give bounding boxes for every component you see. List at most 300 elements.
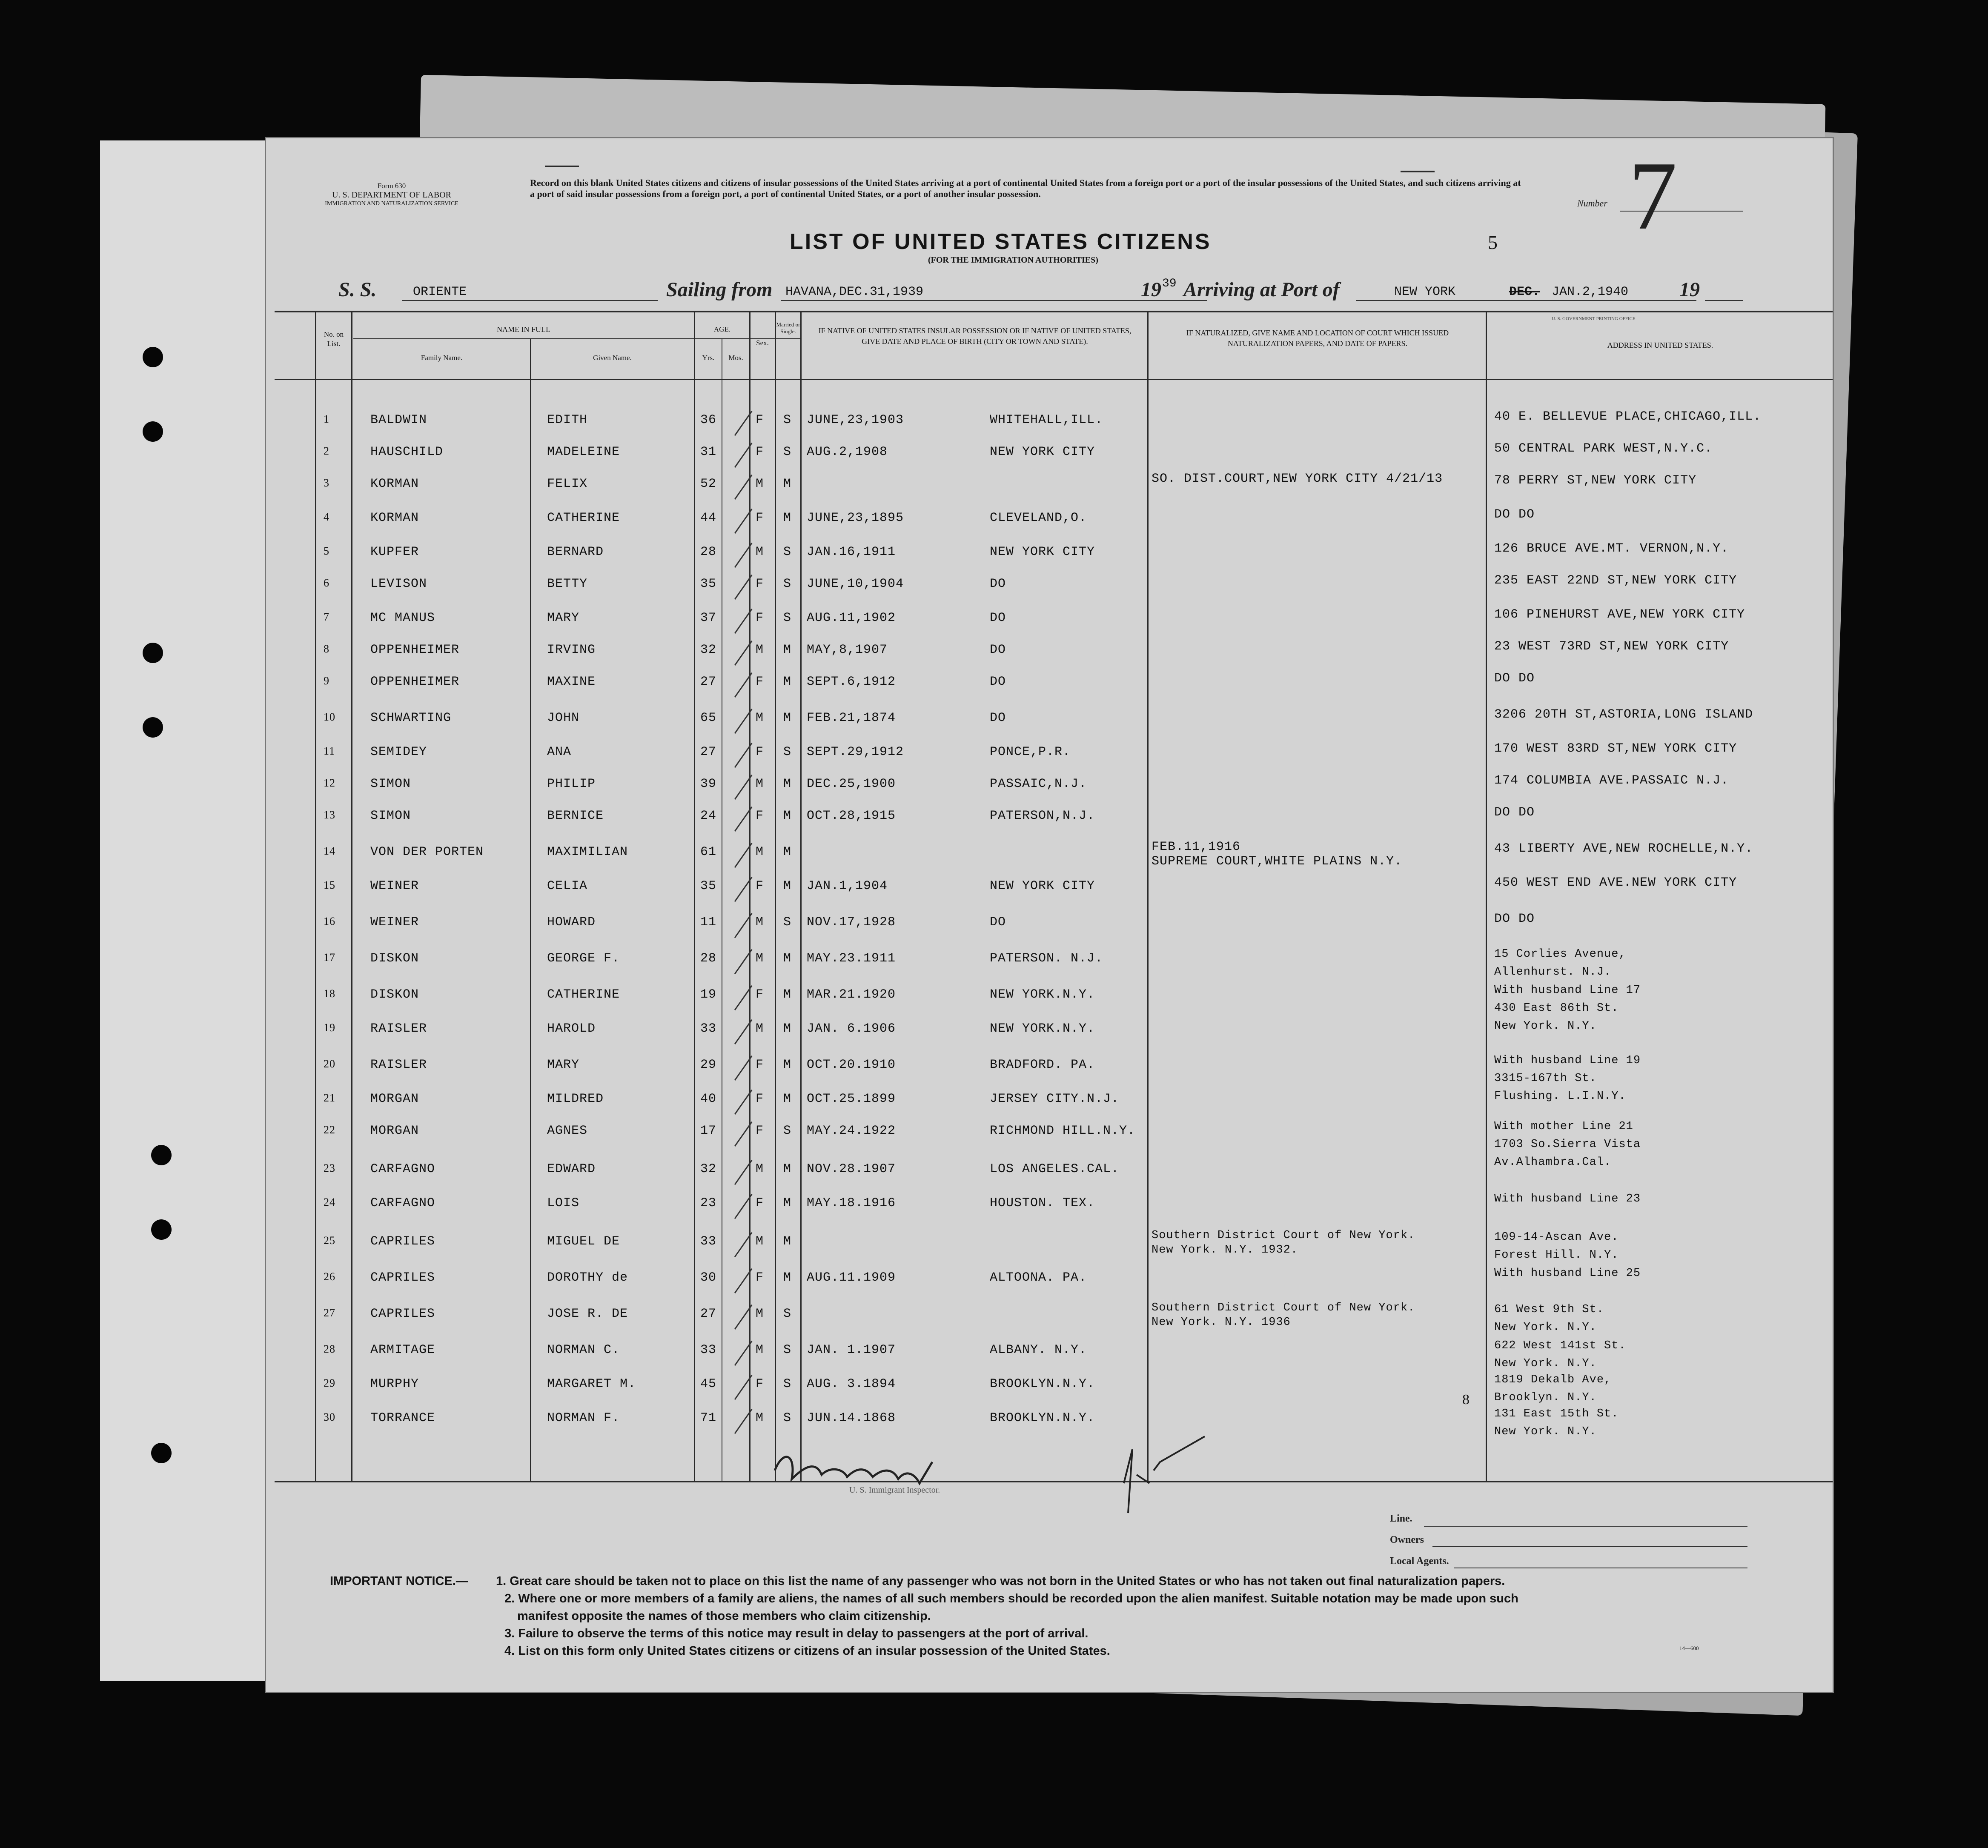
cell-no: 6 <box>324 577 329 589</box>
cell-sex: F <box>756 413 764 427</box>
cell-bdate: OCT.28,1915 <box>807 809 896 823</box>
margin-page-mark: 8 <box>1462 1392 1470 1407</box>
cell-family: SEMIDEY <box>370 745 427 759</box>
cell-addr1: 450 WEST END AVE.NEW YORK CITY <box>1494 875 1737 890</box>
table-row <box>266 1193 1833 1230</box>
binder-strip <box>100 140 289 1681</box>
page-title: LIST OF UNITED STATES CITIZENS <box>790 229 1212 254</box>
cell-bplace: WHITEHALL,ILL. <box>990 413 1103 427</box>
cell-sex: M <box>756 643 764 657</box>
gpo-imprint: U. S. GOVERNMENT PRINTING OFFICE <box>1552 316 1636 321</box>
cell-no: 21 <box>324 1092 335 1104</box>
cell-sex: F <box>756 745 764 759</box>
cell-addr1: 622 West 141st St. <box>1494 1339 1626 1352</box>
cell-age: 29 <box>700 1058 717 1072</box>
check-mark <box>734 807 753 832</box>
cell-bdate: JAN.1,1904 <box>807 879 888 893</box>
cell-given: AGNES <box>547 1124 588 1138</box>
cell-age: 33 <box>700 1234 717 1249</box>
table-header-border <box>275 379 1833 380</box>
check-mark <box>734 475 753 500</box>
form-number: Form 630 <box>377 182 406 190</box>
cell-age: 23 <box>700 1196 717 1210</box>
cell-age: 27 <box>700 1307 717 1321</box>
cell-age: 30 <box>700 1270 717 1285</box>
cell-family: MURPHY <box>370 1377 419 1391</box>
check-mark <box>734 443 753 468</box>
cell-addr3: Av.Alhambra.Cal. <box>1494 1156 1612 1169</box>
arrival-date: JAN.2,1940 <box>1552 285 1629 299</box>
cell-ms: M <box>783 987 792 1002</box>
cell-age: 36 <box>700 413 717 427</box>
cell-given: MARGARET M. <box>547 1377 636 1391</box>
cell-bplace: DO <box>990 915 1006 930</box>
cell-ms: S <box>783 745 792 759</box>
ship-underline <box>402 300 658 301</box>
cell-bplace: CLEVELAND,O. <box>990 511 1087 525</box>
cell-family: TORRANCE <box>370 1411 435 1425</box>
form-service: IMMIGRATION AND NATURALIZATION SERVICE <box>325 200 458 207</box>
cell-given: MAXIMILIAN <box>547 845 628 859</box>
year-prefix: 19 <box>1141 278 1161 301</box>
cell-addr1: DO DO <box>1494 507 1535 522</box>
notice-item-1: 1. Great care should be taken not to place on this list the name of any passenger who was not born in the United States or who has not taken out final naturalization papers. <box>496 1574 1505 1588</box>
cell-addr1: With husband Line 23 <box>1494 1193 1641 1205</box>
notice-item-2b: manifest opposite the names of those members who claim citizenship. <box>517 1609 931 1623</box>
cell-bplace: NEW YORK CITY <box>990 545 1095 559</box>
cell-addr2: New York. N.Y. <box>1494 1425 1597 1438</box>
binder-hole <box>151 1145 172 1165</box>
arrival-struck-month: DEC. <box>1509 285 1540 299</box>
cell-age: 39 <box>700 777 717 791</box>
year-underline <box>1705 300 1743 301</box>
cell-age: 40 <box>700 1092 717 1106</box>
cell-ms: S <box>783 915 792 930</box>
col-header-family-name: Family Name. <box>421 354 463 362</box>
cell-family: KUPFER <box>370 545 419 559</box>
cell-given: JOHN <box>547 711 580 725</box>
cell-no: 2 <box>324 445 329 457</box>
col-header-naturalized: IF NATURALIZED, GIVE NAME AND LOCATION OF COURT WHICH ISSUED NATURALIZATION PAPERS, AND DATE OF PAPERS. <box>1186 329 1449 348</box>
cell-age: 28 <box>700 545 717 559</box>
ship-name: ORIENTE <box>413 285 467 299</box>
check-mark <box>734 1019 753 1044</box>
cell-bdate: AUG. 3.1894 <box>807 1377 896 1391</box>
form-instruction: Record on this blank United States citizens and citizens of insular possessions of the United States arriving at a port of continental United States from a foreign port or a port of the insular possessions of the United States, and such citizens arriving at a port of said insular possessions from a foreign port, a port of continental United States, or a port of another insular possession. <box>530 177 1521 199</box>
notice-item-3: 3. Failure to observe the terms of this notice may result in delay to passengers at the port of arrival. <box>504 1627 1089 1640</box>
cell-family: CAPRILES <box>370 1234 435 1249</box>
cell-no: 29 <box>324 1377 335 1389</box>
binder-hole <box>151 1219 172 1240</box>
cell-bdate: OCT.20.1910 <box>807 1058 896 1072</box>
line-label: Line. <box>1390 1513 1412 1524</box>
cell-bplace: PASSAIC,N.J. <box>990 777 1087 791</box>
cell-addr2: Forest Hill. N.Y. <box>1494 1249 1619 1262</box>
table-row <box>266 1373 1833 1411</box>
binder-hole <box>143 643 163 663</box>
cell-family: RAISLER <box>370 1058 427 1072</box>
cell-ms: M <box>783 477 792 491</box>
cell-sex: M <box>756 951 764 966</box>
cell-addr1: With husband Line 19 <box>1494 1054 1641 1067</box>
cell-bplace: BROOKLYN.N.Y. <box>990 1411 1095 1425</box>
table-row <box>266 472 1833 511</box>
cell-given: LOIS <box>547 1196 580 1210</box>
cell-given: NORMAN C. <box>547 1343 620 1357</box>
cell-nat1: Southern District Court of New York. <box>1152 1302 1415 1314</box>
table-row <box>266 1021 1833 1056</box>
cell-family: DISKON <box>370 951 419 966</box>
line-underline <box>1424 1526 1747 1527</box>
cell-bplace: DO <box>990 611 1006 625</box>
cell-family: BALDWIN <box>370 413 427 427</box>
cell-ms: M <box>783 1092 792 1106</box>
cell-sex: F <box>756 1270 764 1285</box>
cell-given: BETTY <box>547 577 588 591</box>
table-row <box>266 573 1833 611</box>
instruction-rule <box>1401 171 1435 172</box>
cell-no: 25 <box>324 1234 335 1247</box>
table-row <box>266 805 1833 843</box>
cell-sex: M <box>756 1307 764 1321</box>
cell-no: 17 <box>324 951 335 964</box>
cell-nat1: FEB.11,1916 <box>1152 840 1241 854</box>
col-header-given-name: Given Name. <box>593 354 632 362</box>
inspector-signature <box>758 1424 1209 1534</box>
cell-age: 45 <box>700 1377 717 1391</box>
cell-addr1: With mother Line 21 <box>1494 1120 1633 1133</box>
local-agents-label: Local Agents. <box>1390 1556 1449 1567</box>
cell-family: VON DER PORTEN <box>370 845 484 859</box>
cell-sex: M <box>756 711 764 725</box>
arriving-label: Arriving at Port of <box>1183 278 1340 301</box>
cell-bplace: DO <box>990 643 1006 657</box>
cell-bdate: JUNE,23,1895 <box>807 511 904 525</box>
cell-family: WEINER <box>370 879 419 893</box>
cell-family: LEVISON <box>370 577 427 591</box>
cell-sex: M <box>756 1162 764 1176</box>
cell-age: 71 <box>700 1411 717 1425</box>
cell-bplace: NEW YORK.N.Y. <box>990 987 1095 1002</box>
cell-bplace: ALBANY. N.Y. <box>990 1343 1087 1357</box>
cell-no: 14 <box>324 845 335 857</box>
cell-ms: S <box>783 1411 792 1425</box>
cell-given: JOSE R. DE <box>547 1307 628 1321</box>
cell-sex: M <box>756 1343 764 1357</box>
cell-no: 22 <box>324 1124 335 1136</box>
cell-addr1: 174 COLUMBIA AVE.PASSAIC N.J. <box>1494 773 1729 788</box>
cell-given: CATHERINE <box>547 511 620 525</box>
check-mark <box>734 1409 753 1434</box>
ss-label: S. S. <box>338 278 377 301</box>
cell-bplace: BROOKLYN.N.Y. <box>990 1377 1095 1391</box>
owners-underline <box>1432 1546 1747 1547</box>
cell-ms: S <box>783 1124 792 1138</box>
sailing-label: Sailing from <box>666 278 773 301</box>
cell-family: CAPRILES <box>370 1307 435 1321</box>
table-row <box>266 840 1833 879</box>
check-mark <box>734 775 753 800</box>
cell-given: CATHERINE <box>547 987 620 1002</box>
cell-given: HAROLD <box>547 1021 596 1036</box>
cell-family: CARFAGNO <box>370 1196 435 1210</box>
cell-addr1: 235 EAST 22ND ST,NEW YORK CITY <box>1494 573 1737 588</box>
cell-no: 11 <box>324 745 335 757</box>
notice-item-2a: 2. Where one or more members of a family are aliens, the names of all such members should be recorded upon the alien manifest. Suitable notation may be made upon such <box>504 1592 1518 1605</box>
cell-bdate: SEPT.29,1912 <box>807 745 904 759</box>
cell-given: BERNICE <box>547 809 604 823</box>
cell-age: 35 <box>700 577 717 591</box>
table-row <box>266 875 1833 913</box>
cell-bdate: NOV.28.1907 <box>807 1162 896 1176</box>
cell-family: OPPENHEIMER <box>370 675 460 689</box>
cell-family: KORMAN <box>370 511 419 525</box>
cell-addr1: DO DO <box>1494 912 1535 926</box>
cell-given: MARY <box>547 611 580 625</box>
table-row <box>266 1339 1833 1377</box>
col-header-address: ADDRESS IN UNITED STATES. <box>1607 341 1713 349</box>
cell-sex: M <box>756 1411 764 1425</box>
cell-given: MADELEINE <box>547 445 620 459</box>
col-header-age: AGE. <box>713 325 731 333</box>
check-mark <box>734 877 753 902</box>
check-mark <box>734 1090 753 1115</box>
cell-addr2: 3315-167th St. <box>1494 1072 1597 1085</box>
cell-bplace: NEW YORK.N.Y. <box>990 1021 1095 1036</box>
table-top-border <box>275 311 1833 312</box>
cell-age: 19 <box>700 987 717 1002</box>
cell-ms: S <box>783 413 792 427</box>
cell-bdate: JAN. 1.1907 <box>807 1343 896 1357</box>
cell-addr2: New York. N.Y. <box>1494 1321 1597 1334</box>
cell-age: 44 <box>700 511 717 525</box>
cell-sex: M <box>756 545 764 559</box>
cell-addr1: 50 CENTRAL PARK WEST,N.Y.C. <box>1494 441 1713 456</box>
binder-hole <box>151 1443 172 1463</box>
cell-no: 1 <box>324 413 329 425</box>
cell-age: 61 <box>700 845 717 859</box>
cell-given: MARY <box>547 1058 580 1072</box>
cell-no: 12 <box>324 777 335 789</box>
table-row <box>266 1302 1833 1341</box>
col-header-yrs: Yrs. <box>702 354 715 362</box>
cell-given: FELIX <box>547 477 588 491</box>
cell-bplace: HOUSTON. TEX. <box>990 1196 1095 1210</box>
cell-sex: F <box>756 809 764 823</box>
cell-given: EDITH <box>547 413 588 427</box>
cell-bplace: DO <box>990 711 1006 725</box>
cell-bdate: JAN. 6.1906 <box>807 1021 896 1036</box>
table-row <box>266 507 1833 545</box>
arrival-underline <box>1356 300 1696 301</box>
cell-family: CAPRILES <box>370 1270 435 1285</box>
cell-no: 24 <box>324 1196 335 1208</box>
cell-no: 15 <box>324 879 335 891</box>
page-number: 5 <box>1488 232 1498 253</box>
cell-age: 27 <box>700 745 717 759</box>
cell-sex: F <box>756 611 764 625</box>
cell-addr1: 131 East 15th St. <box>1494 1407 1619 1420</box>
cell-given: IRVING <box>547 643 596 657</box>
check-mark <box>734 1268 753 1293</box>
cell-addr1: 1819 Dekalb Ave, <box>1494 1373 1612 1386</box>
cell-no: 23 <box>324 1162 335 1174</box>
cell-no: 4 <box>324 511 329 523</box>
col-header-name-in-full: NAME IN FULL <box>497 325 550 334</box>
cell-age: 35 <box>700 879 717 893</box>
cell-no: 19 <box>324 1021 335 1034</box>
cell-family: ARMITAGE <box>370 1343 435 1357</box>
col-header-married-single: Married or Single. <box>776 321 800 335</box>
cell-sex: F <box>756 879 764 893</box>
cell-bdate: MAR.21.1920 <box>807 987 896 1002</box>
cell-addr1: 109-14-Ascan Ave. <box>1494 1231 1619 1244</box>
cell-no: 20 <box>324 1058 335 1070</box>
cell-bplace: ALTOONA. PA. <box>990 1270 1087 1285</box>
cell-given: DOROTHY de <box>547 1270 628 1285</box>
cell-sex: M <box>756 915 764 930</box>
check-mark <box>734 1121 753 1147</box>
inspector-label: U. S. Immigrant Inspector. <box>849 1485 940 1495</box>
cell-age: 52 <box>700 477 717 491</box>
cell-bdate: MAY,8,1907 <box>807 643 888 657</box>
cell-bplace: RICHMOND HILL.N.Y. <box>990 1124 1136 1138</box>
cell-sex: F <box>756 1377 764 1391</box>
cell-bdate: JAN.16,1911 <box>807 545 896 559</box>
check-mark <box>734 843 753 868</box>
cell-bdate: JUN.14.1868 <box>807 1411 896 1425</box>
cell-no: 7 <box>324 611 329 623</box>
cell-sex: M <box>756 1234 764 1249</box>
col-header-mos: Mos. <box>728 354 743 362</box>
cell-family: OPPENHEIMER <box>370 643 460 657</box>
cell-no: 30 <box>324 1411 335 1423</box>
cell-ms: S <box>783 445 792 459</box>
cell-bdate: DEC.25,1900 <box>807 777 896 791</box>
cell-addr1: 170 WEST 83RD ST,NEW YORK CITY <box>1494 741 1737 756</box>
cell-addr1: 61 West 9th St. <box>1494 1303 1604 1316</box>
cell-age: 65 <box>700 711 717 725</box>
binder-hole <box>143 421 163 442</box>
cell-age: 27 <box>700 675 717 689</box>
form-department: U. S. DEPARTMENT OF LABOR <box>332 190 451 200</box>
number-value: 7 <box>1628 141 1677 250</box>
cell-addr1: 78 PERRY ST,NEW YORK CITY <box>1494 473 1697 488</box>
cell-no: 13 <box>324 809 335 821</box>
cell-ms: S <box>783 1307 792 1321</box>
instruction-rule <box>545 166 579 167</box>
cell-given: EDWARD <box>547 1162 596 1176</box>
check-mark <box>734 949 753 974</box>
cell-sex: F <box>756 1196 764 1210</box>
cell-no: 5 <box>324 545 329 557</box>
cell-given: MIGUEL DE <box>547 1234 620 1249</box>
check-mark <box>734 1304 753 1330</box>
cell-addr1: 43 LIBERTY AVE,NEW ROCHELLE,N.Y. <box>1494 841 1753 856</box>
cell-ms: M <box>783 809 792 823</box>
notice-heading: IMPORTANT NOTICE.— <box>330 1574 468 1588</box>
cell-bplace: PONCE,P.R. <box>990 745 1071 759</box>
cell-sex: F <box>756 445 764 459</box>
cell-bdate: OCT.25.1899 <box>807 1092 896 1106</box>
check-mark <box>734 1160 753 1185</box>
cell-age: 11 <box>700 915 717 930</box>
owners-label: Owners <box>1390 1534 1424 1545</box>
cell-given: BERNARD <box>547 545 604 559</box>
check-mark <box>734 709 753 734</box>
cell-sex: M <box>756 845 764 859</box>
check-mark <box>734 1375 753 1400</box>
table-row <box>266 1267 1833 1304</box>
check-mark <box>734 1341 753 1366</box>
table-row <box>266 1162 1833 1196</box>
cell-ms: M <box>783 951 792 966</box>
cell-bdate: MAY.24.1922 <box>807 1124 896 1138</box>
col-header-no: No. on List. <box>324 330 344 348</box>
table-row <box>266 639 1833 677</box>
cell-ms: M <box>783 511 792 525</box>
cell-sex: M <box>756 1021 764 1036</box>
cell-addr1: 106 PINEHURST AVE,NEW YORK CITY <box>1494 607 1745 622</box>
cell-ms: S <box>783 611 792 625</box>
cell-bplace: NEW YORK CITY <box>990 879 1095 893</box>
cell-given: CELIA <box>547 879 588 893</box>
cell-given: MILDRED <box>547 1092 604 1106</box>
cell-bplace: PATERSON,N.J. <box>990 809 1095 823</box>
footer-code: 14—600 <box>1679 1645 1699 1651</box>
cell-family: WEINER <box>370 915 419 930</box>
check-mark <box>734 985 753 1010</box>
cell-addr1: 40 E. BELLEVUE PLACE,CHICAGO,ILL. <box>1494 409 1762 424</box>
cell-no: 10 <box>324 711 335 723</box>
cell-nat2: New York. N.Y. 1932. <box>1152 1244 1298 1256</box>
cell-bplace: DO <box>990 675 1006 689</box>
cell-addr1: 15 Corlies Avenue, <box>1494 948 1626 961</box>
cell-addr3: New York. N.Y. <box>1494 1020 1597 1033</box>
cell-bplace: BRADFORD. PA. <box>990 1058 1095 1072</box>
notice-item-4: 4. List on this form only United States citizens or citizens of an insular possession of the United States. <box>504 1644 1110 1658</box>
cell-nat1: SO. DIST.COURT,NEW YORK CITY 4/21/13 <box>1152 472 1443 486</box>
cell-addr3: Flushing. L.I.N.Y. <box>1494 1090 1626 1103</box>
cell-family: HAUSCHILD <box>370 445 444 459</box>
arrival-port: NEW YORK <box>1394 285 1456 299</box>
cell-addr1: DO DO <box>1494 671 1535 686</box>
cell-addr1: 23 WEST 73RD ST,NEW YORK CITY <box>1494 639 1729 654</box>
cell-ms: M <box>783 1196 792 1210</box>
cell-no: 16 <box>324 915 335 927</box>
cell-age: 32 <box>700 1162 717 1176</box>
cell-ms: M <box>783 675 792 689</box>
check-mark <box>734 411 753 436</box>
cell-sex: F <box>756 987 764 1002</box>
cell-ms: M <box>783 643 792 657</box>
cell-given: HOWARD <box>547 915 596 930</box>
cell-ms: M <box>783 1270 792 1285</box>
cell-family: SIMON <box>370 777 411 791</box>
page-subtitle: (FOR THE IMMIGRATION AUTHORITIES) <box>928 255 1098 265</box>
cell-sex: F <box>756 577 764 591</box>
cell-ms: S <box>783 1377 792 1391</box>
table-row <box>266 1229 1833 1268</box>
manifest-page <box>266 138 1833 1692</box>
cell-addr2: New York. N.Y. <box>1494 1357 1597 1370</box>
cell-given: ANA <box>547 745 572 759</box>
year-suffix: 39 <box>1162 277 1177 290</box>
cell-sex: F <box>756 675 764 689</box>
cell-ms: M <box>783 1021 792 1036</box>
col-header-sex: Sex. <box>756 339 769 347</box>
cell-family: KORMAN <box>370 477 419 491</box>
